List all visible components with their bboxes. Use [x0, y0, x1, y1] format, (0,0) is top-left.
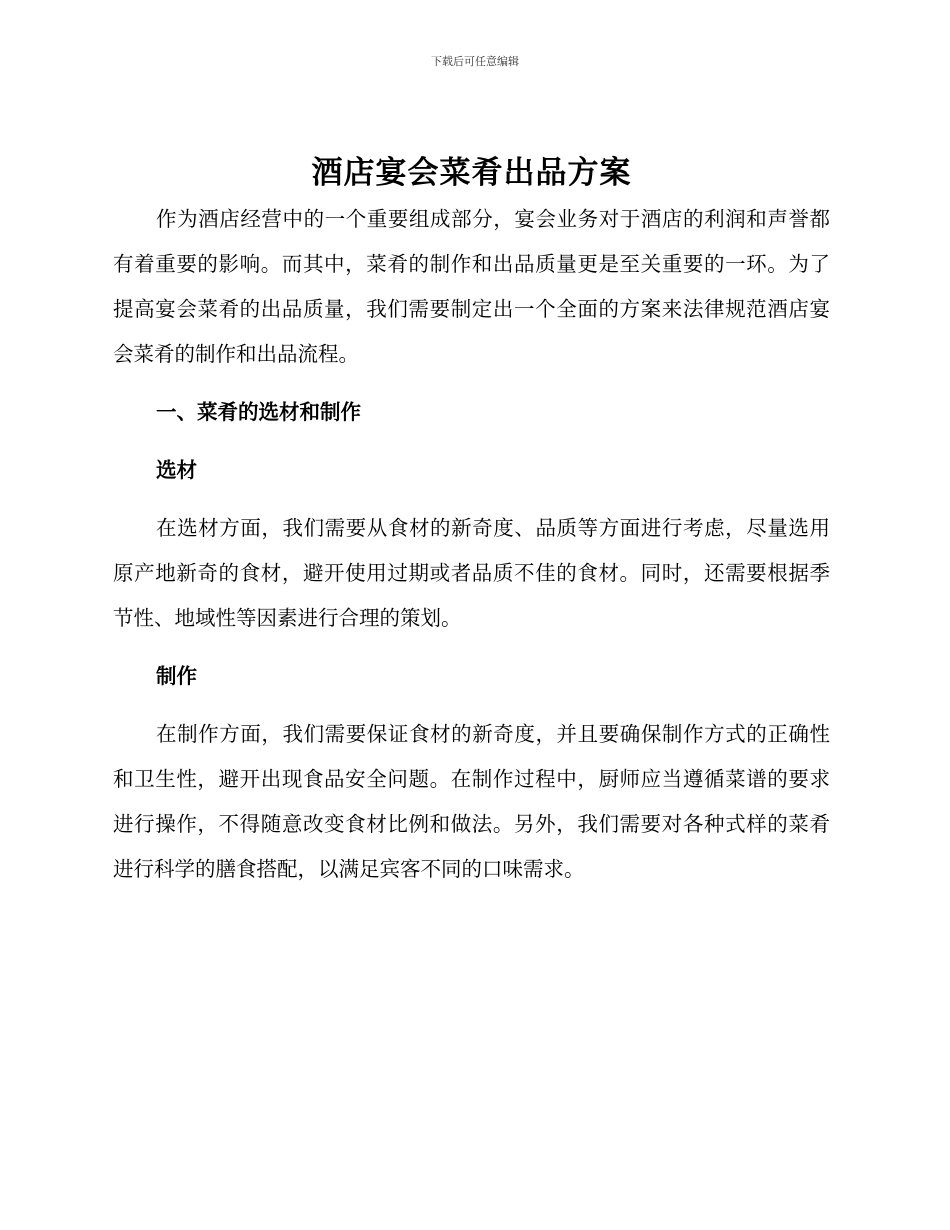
ingredient-selection-paragraph: 在选材方面，我们需要从食材的新奇度、品质等方面进行考虑，尽量选用原产地新奇的食材，避开使用过期或者品质不佳的食材。同时，还需要根据季节性、地域性等因素进行合理的策划。 — [113, 516, 830, 630]
section-heading-ingredients-and-preparation: 一、菜肴的选材和制作 — [156, 400, 361, 424]
subsection-heading-preparation: 制作 — [156, 664, 197, 688]
document-body — [113, 150, 830, 892]
document-title: 酒店宴会菜肴出品方案 — [311, 155, 632, 191]
preparation-paragraph: 在制作方面，我们需要保证食材的新奇度，并且要确保制作方式的正确性和卫生性，避开出现食品安全问题。在制作过程中，厨师应当遵循菜谱的要求进行操作，不得随意改变食材比例和做法。另外，我们需要对各种式样的菜肴进行科学的膳食搭配，以满足宾客不同的口味需求。 — [113, 722, 830, 881]
subsection-heading-ingredient-selection: 选材 — [156, 458, 197, 482]
page-header: 下载后可任意编辑 — [431, 55, 519, 68]
intro-paragraph: 作为酒店经营中的一个重要组成部分，宴会业务对于酒店的利润和声誉都有着重要的影响。而其中，菜肴的制作和出品质量更是至关重要的一环。为了提高宴会菜肴的出品质量，我们需要制定出一个全面的方案来法律规范酒店宴会菜肴的制作和出品流程。 — [113, 207, 830, 366]
